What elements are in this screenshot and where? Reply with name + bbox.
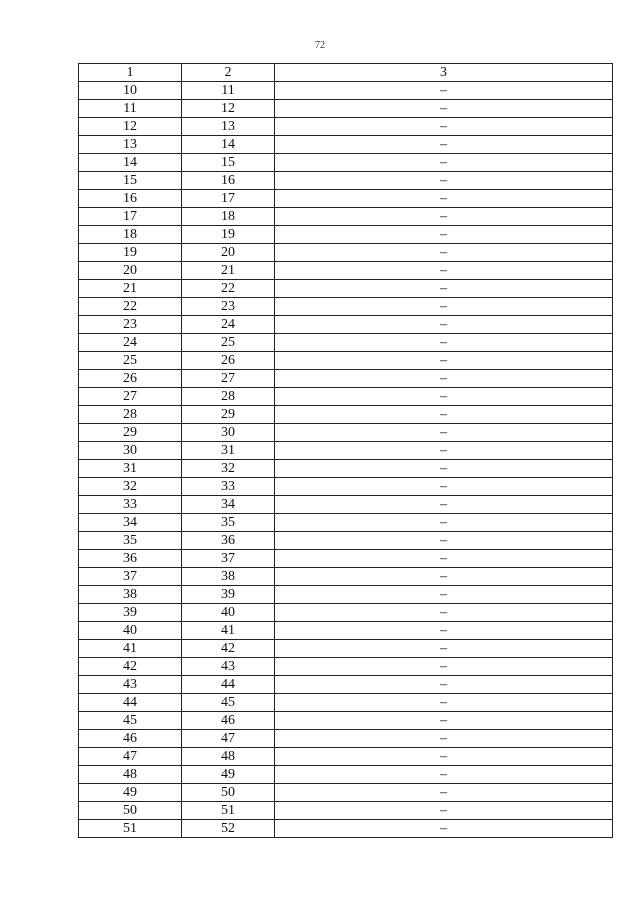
column-header-2: 2 xyxy=(182,64,275,82)
table-cell-col-3: – xyxy=(275,802,613,820)
table-cell-col-1: 48 xyxy=(79,766,182,784)
table-row xyxy=(79,226,613,244)
table-cell-col-2: 16 xyxy=(182,172,275,190)
table-cell-col-2: 37 xyxy=(182,550,275,568)
table-cell-col-2: 26 xyxy=(182,352,275,370)
table-cell-col-1: 41 xyxy=(79,640,182,658)
table-row xyxy=(79,622,613,640)
table-row xyxy=(79,208,613,226)
table-cell-col-1: 31 xyxy=(79,460,182,478)
table-row xyxy=(79,280,613,298)
table-cell-col-3: – xyxy=(275,748,613,766)
table-row xyxy=(79,802,613,820)
table-cell-col-1: 19 xyxy=(79,244,182,262)
table-row xyxy=(79,262,613,280)
table-cell-col-1: 37 xyxy=(79,568,182,586)
table-cell-col-2: 14 xyxy=(182,136,275,154)
table-row xyxy=(79,388,613,406)
table-row xyxy=(79,550,613,568)
table-row xyxy=(79,406,613,424)
header-row xyxy=(79,64,613,82)
table-cell-col-3: – xyxy=(275,136,613,154)
table-row xyxy=(79,316,613,334)
table-cell-col-1: 23 xyxy=(79,316,182,334)
page-number: 72 xyxy=(315,40,325,51)
table-cell-col-2: 30 xyxy=(182,424,275,442)
table-cell-col-1: 14 xyxy=(79,154,182,172)
table-cell-col-2: 28 xyxy=(182,388,275,406)
table-cell-col-2: 18 xyxy=(182,208,275,226)
table-cell-col-1: 42 xyxy=(79,658,182,676)
table-cell-col-2: 50 xyxy=(182,784,275,802)
table-cell-col-2: 23 xyxy=(182,298,275,316)
table-cell-col-1: 45 xyxy=(79,712,182,730)
table-row xyxy=(79,604,613,622)
table-row xyxy=(79,658,613,676)
table-cell-col-3: – xyxy=(275,280,613,298)
table-cell-col-3: – xyxy=(275,658,613,676)
table-cell-col-1: 35 xyxy=(79,532,182,550)
table-cell-col-3: – xyxy=(275,694,613,712)
table-cell-col-2: 42 xyxy=(182,640,275,658)
table-row xyxy=(79,172,613,190)
table-cell-col-1: 50 xyxy=(79,802,182,820)
table-cell-col-1: 32 xyxy=(79,478,182,496)
table-row xyxy=(79,298,613,316)
table-cell-col-2: 21 xyxy=(182,262,275,280)
table-row xyxy=(79,748,613,766)
table-cell-col-3: – xyxy=(275,424,613,442)
table-cell-col-2: 29 xyxy=(182,406,275,424)
table-row xyxy=(79,154,613,172)
table-cell-col-2: 51 xyxy=(182,802,275,820)
table-cell-col-1: 43 xyxy=(79,676,182,694)
table-cell-col-3: – xyxy=(275,640,613,658)
table-cell-col-2: 47 xyxy=(182,730,275,748)
table-cell-col-2: 24 xyxy=(182,316,275,334)
table-cell-col-3: – xyxy=(275,478,613,496)
table-row xyxy=(79,784,613,802)
table-cell-col-3: – xyxy=(275,550,613,568)
table-cell-col-1: 36 xyxy=(79,550,182,568)
table-cell-col-3: – xyxy=(275,460,613,478)
table-cell-col-1: 30 xyxy=(79,442,182,460)
table-cell-col-1: 17 xyxy=(79,208,182,226)
table-cell-col-3: – xyxy=(275,226,613,244)
table-cell-col-3: – xyxy=(275,244,613,262)
table-cell-col-3: – xyxy=(275,334,613,352)
table-cell-col-1: 39 xyxy=(79,604,182,622)
table-cell-col-2: 22 xyxy=(182,280,275,298)
table-body xyxy=(79,82,613,838)
table-cell-col-1: 49 xyxy=(79,784,182,802)
table-cell-col-2: 12 xyxy=(182,100,275,118)
table-row xyxy=(79,136,613,154)
table-cell-col-3: – xyxy=(275,352,613,370)
table-cell-col-2: 27 xyxy=(182,370,275,388)
table-cell-col-1: 47 xyxy=(79,748,182,766)
table-cell-col-3: – xyxy=(275,190,613,208)
table-cell-col-1: 13 xyxy=(79,136,182,154)
table-cell-col-3: – xyxy=(275,208,613,226)
table-cell-col-3: – xyxy=(275,532,613,550)
table-row xyxy=(79,514,613,532)
table-cell-col-1: 22 xyxy=(79,298,182,316)
table-cell-col-1: 34 xyxy=(79,514,182,532)
table-row xyxy=(79,442,613,460)
table-cell-col-2: 45 xyxy=(182,694,275,712)
table-row xyxy=(79,370,613,388)
table-cell-col-2: 35 xyxy=(182,514,275,532)
table-cell-col-2: 40 xyxy=(182,604,275,622)
table-row xyxy=(79,532,613,550)
table-row xyxy=(79,100,613,118)
table-cell-col-2: 19 xyxy=(182,226,275,244)
table-cell-col-2: 46 xyxy=(182,712,275,730)
table-cell-col-2: 39 xyxy=(182,586,275,604)
table-cell-col-1: 12 xyxy=(79,118,182,136)
table-row xyxy=(79,568,613,586)
table-cell-col-3: – xyxy=(275,604,613,622)
table-row xyxy=(79,478,613,496)
table-cell-col-3: – xyxy=(275,514,613,532)
table-cell-col-3: – xyxy=(275,316,613,334)
table-cell-col-2: 38 xyxy=(182,568,275,586)
table-row xyxy=(79,82,613,100)
table-cell-col-3: – xyxy=(275,568,613,586)
table-cell-col-1: 21 xyxy=(79,280,182,298)
table-row xyxy=(79,424,613,442)
table-cell-col-2: 17 xyxy=(182,190,275,208)
table-row xyxy=(79,676,613,694)
table-cell-col-3: – xyxy=(275,766,613,784)
table-cell-col-1: 33 xyxy=(79,496,182,514)
column-header-3: 3 xyxy=(275,64,613,82)
table-cell-col-3: – xyxy=(275,298,613,316)
table-row xyxy=(79,460,613,478)
table-cell-col-2: 15 xyxy=(182,154,275,172)
table-row xyxy=(79,766,613,784)
table-cell-col-1: 26 xyxy=(79,370,182,388)
table-cell-col-1: 51 xyxy=(79,820,182,838)
data-table xyxy=(78,63,613,838)
table-cell-col-2: 34 xyxy=(182,496,275,514)
table-row xyxy=(79,352,613,370)
table-row xyxy=(79,244,613,262)
table-cell-col-3: – xyxy=(275,406,613,424)
table-cell-col-1: 15 xyxy=(79,172,182,190)
table-cell-col-1: 27 xyxy=(79,388,182,406)
table-cell-col-2: 20 xyxy=(182,244,275,262)
table-cell-col-3: – xyxy=(275,154,613,172)
table-cell-col-2: 43 xyxy=(182,658,275,676)
table-cell-col-1: 44 xyxy=(79,694,182,712)
table-cell-col-3: – xyxy=(275,388,613,406)
table-cell-col-3: – xyxy=(275,586,613,604)
table-row xyxy=(79,496,613,514)
table-row xyxy=(79,712,613,730)
table-row xyxy=(79,118,613,136)
table-cell-col-3: – xyxy=(275,676,613,694)
table-cell-col-2: 32 xyxy=(182,460,275,478)
table-cell-col-3: – xyxy=(275,496,613,514)
table-cell-col-2: 41 xyxy=(182,622,275,640)
table-cell-col-3: – xyxy=(275,262,613,280)
table-cell-col-3: – xyxy=(275,730,613,748)
table-cell-col-1: 16 xyxy=(79,190,182,208)
table-cell-col-1: 24 xyxy=(79,334,182,352)
table-cell-col-3: – xyxy=(275,82,613,100)
table-cell-col-2: 48 xyxy=(182,748,275,766)
table-cell-col-3: – xyxy=(275,118,613,136)
table-cell-col-1: 25 xyxy=(79,352,182,370)
table-cell-col-2: 25 xyxy=(182,334,275,352)
table-cell-col-3: – xyxy=(275,820,613,838)
table-cell-col-3: – xyxy=(275,172,613,190)
table-row xyxy=(79,730,613,748)
table-row xyxy=(79,640,613,658)
table-row xyxy=(79,190,613,208)
table-cell-col-1: 40 xyxy=(79,622,182,640)
table-cell-col-2: 11 xyxy=(182,82,275,100)
table-cell-col-2: 49 xyxy=(182,766,275,784)
table-cell-col-1: 28 xyxy=(79,406,182,424)
table-row xyxy=(79,334,613,352)
table-cell-col-1: 11 xyxy=(79,100,182,118)
table-cell-col-2: 44 xyxy=(182,676,275,694)
table-row xyxy=(79,820,613,838)
table-cell-col-1: 18 xyxy=(79,226,182,244)
column-header-1: 1 xyxy=(79,64,182,82)
table-row xyxy=(79,586,613,604)
table-cell-col-2: 33 xyxy=(182,478,275,496)
table-cell-col-3: – xyxy=(275,712,613,730)
table-cell-col-1: 10 xyxy=(79,82,182,100)
table-cell-col-3: – xyxy=(275,784,613,802)
table-cell-col-3: – xyxy=(275,622,613,640)
table-cell-col-1: 38 xyxy=(79,586,182,604)
table-row xyxy=(79,694,613,712)
table-cell-col-1: 29 xyxy=(79,424,182,442)
table-cell-col-1: 20 xyxy=(79,262,182,280)
table-cell-col-3: – xyxy=(275,100,613,118)
table-cell-col-2: 13 xyxy=(182,118,275,136)
table-cell-col-2: 36 xyxy=(182,532,275,550)
table-cell-col-3: – xyxy=(275,370,613,388)
table-cell-col-2: 52 xyxy=(182,820,275,838)
table-cell-col-2: 31 xyxy=(182,442,275,460)
table-cell-col-3: – xyxy=(275,442,613,460)
table-cell-col-1: 46 xyxy=(79,730,182,748)
